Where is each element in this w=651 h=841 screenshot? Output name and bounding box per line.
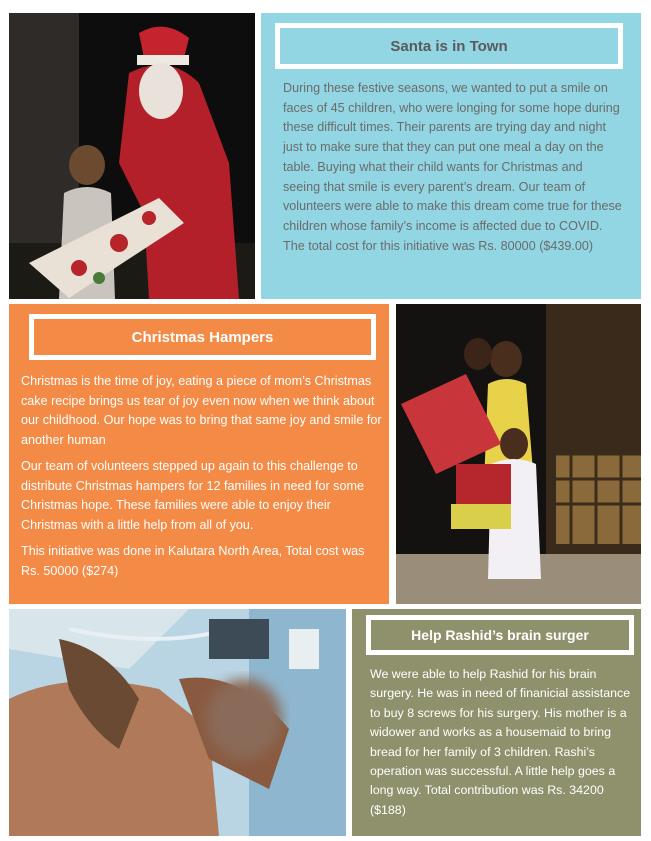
santa-section — [261, 13, 641, 299]
hampers-section — [9, 304, 389, 604]
rashid-section — [352, 609, 641, 836]
hampers-photo — [396, 304, 641, 604]
hampers-body — [21, 372, 383, 588]
rashid-title: Help Rashid’s brain surger — [371, 620, 629, 650]
hampers-title-frame — [29, 314, 376, 360]
hampers-paragraph: Our team of volunteers stepped up again to this challenge to distribute Christmas hampers for 12 families in need for some Christmas hope. These families were able to enjoy their Christmas with a little help from all of you. — [21, 459, 364, 532]
hospital-photo — [9, 609, 346, 836]
hampers-paragraph: This initiative was done in Kalutara North Area, Total cost was Rs. 50000 ($274) — [21, 544, 365, 578]
hampers-title: Christmas Hampers — [34, 319, 371, 355]
hampers-paragraph: Christmas is the time of joy, eating a piece of mom’s Christmas cake recipe brings us tear of joy even now when we think about our childhood. Our hope was to bring that same joy and smile for another human — [21, 374, 382, 447]
santa-photo — [9, 13, 255, 299]
santa-body-text: During these festive seasons, we wanted to put a smile on faces of 45 children, who were longing for some hope during these difficult times. Their parents are trying day and night just to make sure that they can put one meal a day on the table. Buying what their child wants for Christmas and seeing that smile is every parent’s dream. Our team of volunteers were able to make this dream come true for these children whose family’s income is affected due to COVID. The total cost for this initiative was Rs. 80000 ($439.00) — [283, 81, 622, 253]
santa-title: Santa is in Town — [280, 28, 618, 64]
rashid-title-frame — [366, 615, 634, 655]
santa-title-frame — [275, 23, 623, 69]
rashid-body-text: We were able to help Rashid for his brain surgery. He was in need of finanicial assistance to buy 8 screws for his surgery. His mother is a widower and works as a housemaid to bring bread for her family of 3 children. Rashi’s operation was successful. A little help goes a long way. Total contribution was Rs. 34200 ($188) — [370, 667, 631, 817]
